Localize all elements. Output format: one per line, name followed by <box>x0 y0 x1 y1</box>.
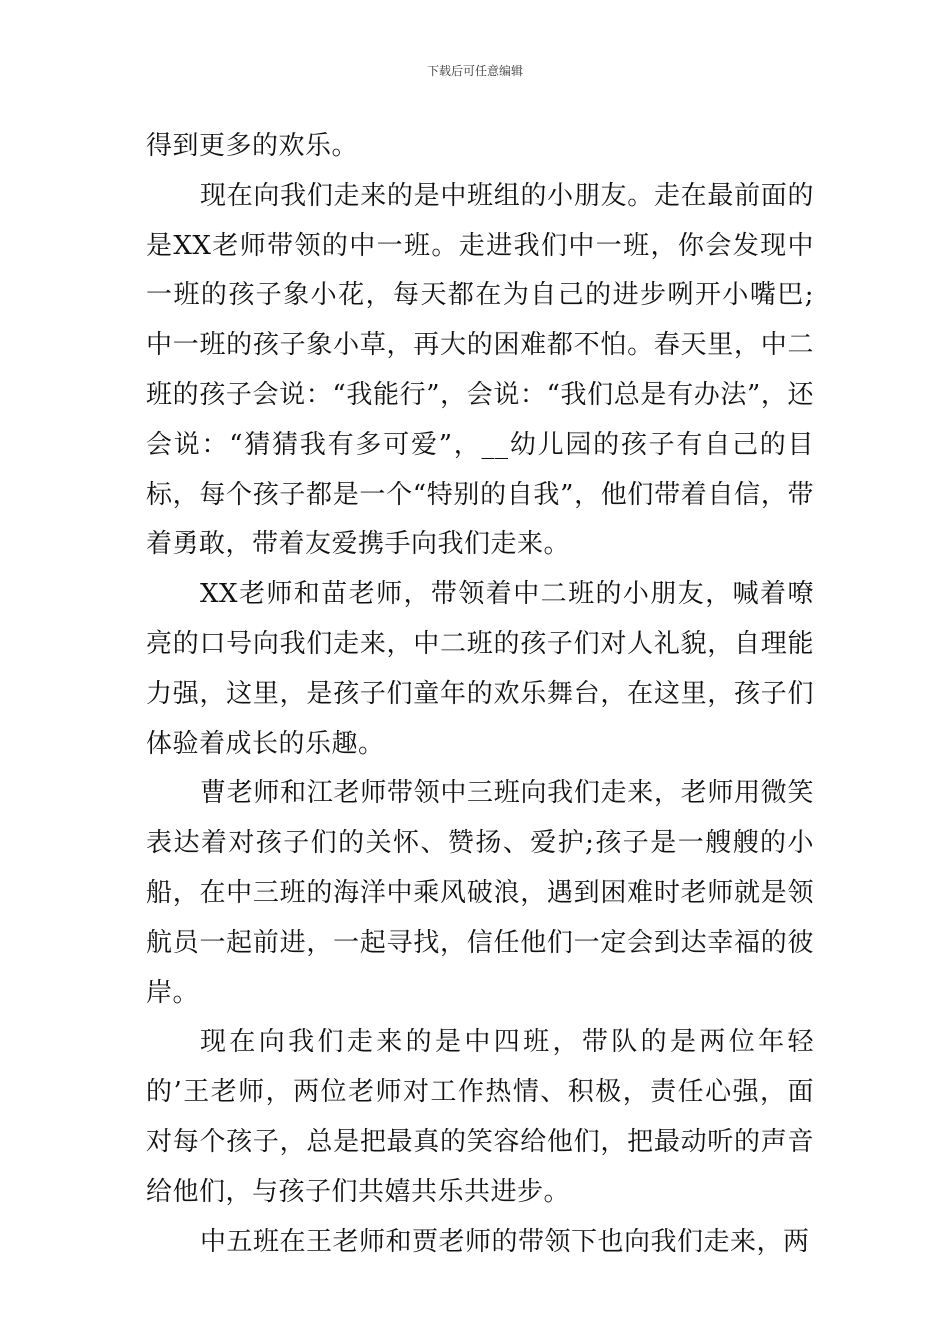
paragraph-5: 现在向我们走来的是中四班，带队的是两位年轻的’王老师，两位老师对工作热情、积极，责任心强，面对每个孩子，总是把最真的笑容给他们，把最动听的声音给他们，与孩子们共嬉共乐共进步。 <box>146 1027 814 1207</box>
paragraph-2: 现在向我们走来的是中班组的小朋友。走在最前面的是XX老师带领的中一班。走进我们中一班，你会发现中一班的孩子象小花，每天都在为自己的进步咧开小嘴巴;中一班的孩子象小草，再大的困难都不怕。春天里，中二班的孩子会说：“我能行”，会说：“我们总是有办法”，还会说：“猜猜我有多可爱”，__幼儿园的孩子有自己的目标，每个孩子都是一个“特别的自我”，他们带着自信，带着勇敢，带着友爱携手向我们走来。 <box>146 180 814 560</box>
paragraph-1: 得到更多的欢乐。 <box>146 131 359 161</box>
paragraph-3: XX老师和苗老师，带领着中二班的小朋友，喊着嘹亮的口号向我们走来，中二班的孩子们对人礼貌，自理能力强，这里，是孩子们童年的欢乐舞台，在这里，孩子们体验着成长的乐趣。 <box>146 579 814 759</box>
paragraph-4: 曹老师和江老师带领中三班向我们走来，老师用微笑表达着对孩子们的关怀、赞扬、爱护;孩子是一艘艘的小船，在中三班的海洋中乘风破浪，遇到困难时老师就是领航员一起前进，一起寻找，信任他们一定会到达幸福的彼岸。 <box>146 778 814 1008</box>
page-header: 下载后可任意编辑 <box>426 64 523 78</box>
paragraph-6: 中五班在王老师和贾老师的带领下也向我们走来，两 <box>200 1226 810 1257</box>
document-body <box>146 122 814 1267</box>
